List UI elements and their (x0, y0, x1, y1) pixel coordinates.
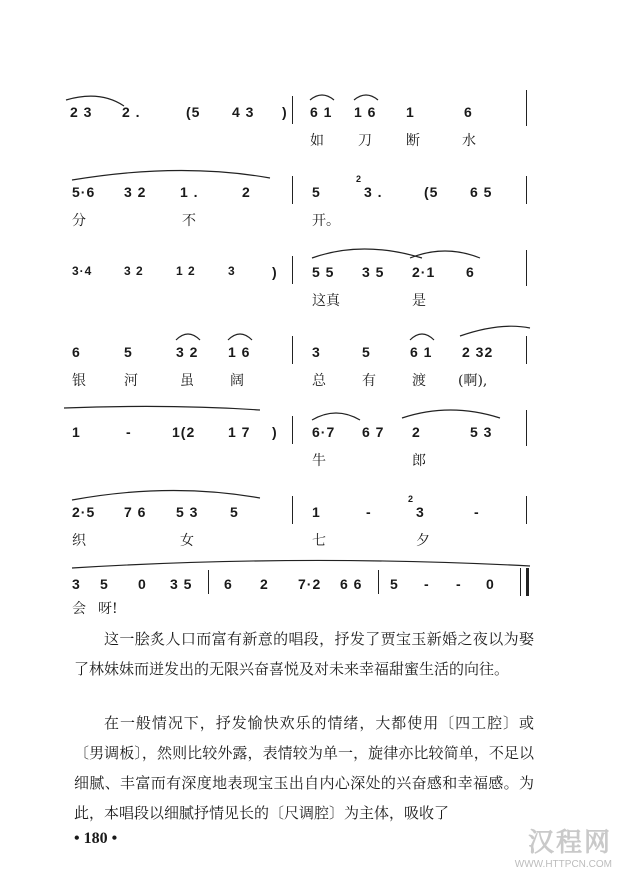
note: ) (272, 264, 278, 280)
note: ) (272, 424, 278, 440)
note: 1 2 (176, 264, 196, 278)
note: 3 (312, 344, 321, 360)
note: 1(2 (172, 424, 196, 440)
note: 6 (466, 264, 475, 280)
note: 1 6 (228, 344, 251, 360)
note: 2 . (122, 104, 141, 120)
score-row-5 (60, 412, 540, 492)
note: 5 (390, 576, 399, 592)
lyric: 虽 (180, 373, 194, 389)
note: 6 1 (310, 104, 333, 120)
note: 5 3 (470, 424, 493, 440)
note: 1 (312, 504, 321, 520)
note: 3·4 (72, 264, 93, 278)
note: 2 (412, 424, 421, 440)
note: - (366, 504, 372, 520)
watermark-url: WWW.HTTPCN.COM (514, 859, 612, 870)
note: 1 7 (228, 424, 251, 440)
note: 7·2 (298, 576, 322, 592)
note: 5 5 (312, 264, 335, 280)
note: ) (282, 104, 288, 120)
note: 6 7 (362, 424, 385, 440)
lyric: 女 (180, 533, 194, 549)
barline (526, 496, 527, 524)
grace-note: 2 (356, 174, 363, 184)
score-row-4 (60, 332, 540, 412)
lyric: 这真 (312, 293, 340, 309)
note: 6 (72, 344, 81, 360)
note: 5 (362, 344, 371, 360)
lyric: 织 (72, 533, 86, 549)
note: - (126, 424, 132, 440)
final-barline (526, 568, 529, 596)
note: 6 (224, 576, 233, 592)
note: 1 . (180, 184, 199, 200)
note: 2 3 (70, 104, 93, 120)
barline (520, 568, 521, 596)
note: 5·6 (72, 184, 96, 200)
lyric: 阔 (230, 373, 244, 389)
lyric: 断 (406, 133, 420, 149)
lyric: 如 (310, 133, 324, 149)
page-number: • 180 • (74, 830, 118, 847)
lyric: 河 (124, 373, 138, 389)
barline (292, 96, 293, 124)
note: (5 (186, 104, 201, 120)
barline (526, 90, 527, 126)
watermark (515, 822, 612, 870)
note: (5 (424, 184, 439, 200)
lyric: 夕 (416, 533, 430, 549)
barline (292, 496, 293, 524)
note: 0 (138, 576, 147, 592)
paragraph-intro: 这一脍炙人口而富有新意的唱段，抒发了贾宝玉新婚之夜以为娶了林妹妹而迸发出的无限兴奋喜悦及对未来幸福甜蜜生活的向往。 (74, 630, 534, 678)
note: 6·7 (312, 424, 336, 440)
watermark-logo: 汉程网 (527, 828, 612, 858)
note: 3 (416, 504, 425, 520)
note: 6 6 (340, 576, 363, 592)
score-row-2 (60, 172, 540, 252)
slur-marks (60, 412, 540, 492)
lyric: 不 (182, 213, 196, 229)
note: 6 (464, 104, 473, 120)
lyric: 渡 (412, 373, 426, 389)
barline (292, 416, 293, 444)
note: 3 2 (124, 184, 147, 200)
lyric: 开。 (312, 213, 340, 229)
score-row-1 (60, 92, 540, 172)
note: 7 6 (124, 504, 147, 520)
lyric: 是 (412, 293, 426, 309)
lyric: 有 (362, 373, 376, 389)
lyric: 总 (312, 373, 326, 389)
barline (292, 256, 293, 284)
barline (526, 176, 527, 204)
note: 4 3 (232, 104, 255, 120)
note: 1 (72, 424, 81, 440)
note: 3 2 (176, 344, 199, 360)
lyric: 七 (312, 533, 326, 549)
note: 3 5 (170, 576, 193, 592)
lyric: (啊), (458, 373, 488, 389)
note: - (456, 576, 462, 592)
note: 5 (312, 184, 321, 200)
note: 3 (228, 264, 236, 278)
note: 5 (100, 576, 109, 592)
note: 3 (72, 576, 81, 592)
note: 2·5 (72, 504, 96, 520)
note: 2·1 (412, 264, 436, 280)
note: - (474, 504, 480, 520)
lyric: 刀 (358, 133, 372, 149)
lyric: 呀! (98, 601, 118, 617)
note: 5 3 (176, 504, 199, 520)
note: 1 6 (354, 104, 377, 120)
note: 5 (124, 344, 133, 360)
barline (292, 176, 293, 204)
barline (526, 336, 527, 364)
note: 6 5 (470, 184, 493, 200)
note: 3 5 (362, 264, 385, 280)
lyric: 会 (72, 601, 86, 617)
note: 6 1 (410, 344, 433, 360)
barline (292, 336, 293, 364)
lyric: 牛 (312, 453, 326, 469)
note: 1 (406, 104, 415, 120)
note: 2 32 (462, 344, 494, 360)
note: 2 (242, 184, 251, 200)
note: 5 (230, 504, 239, 520)
lyric: 水 (462, 133, 476, 149)
score-row-3 (60, 252, 540, 332)
note: - (424, 576, 430, 592)
grace-note: 2 (408, 494, 415, 504)
barline (378, 570, 379, 594)
note: 3 2 (124, 264, 144, 278)
note: 3 . (364, 184, 383, 200)
lyric: 银 (72, 373, 86, 389)
barline (526, 250, 527, 286)
note: 2 (260, 576, 269, 592)
note: 0 (486, 576, 495, 592)
barline (208, 570, 209, 594)
lyric: 郎 (412, 453, 426, 469)
lyric: 分 (72, 213, 86, 229)
paragraph-analysis: 在一般情况下，抒发愉快欢乐的情绪，大都使用〔四工腔〕或〔男调板〕，然则比较外露，表情较为单一，旋律亦比较简单，不足以细腻、丰富而有深度地表现宝玉出自内心深处的兴奋感和幸福感。为此，本唱段以细腻抒情见长的〔尺调腔〕为主体，吸收了 (74, 714, 534, 822)
barline (526, 410, 527, 446)
